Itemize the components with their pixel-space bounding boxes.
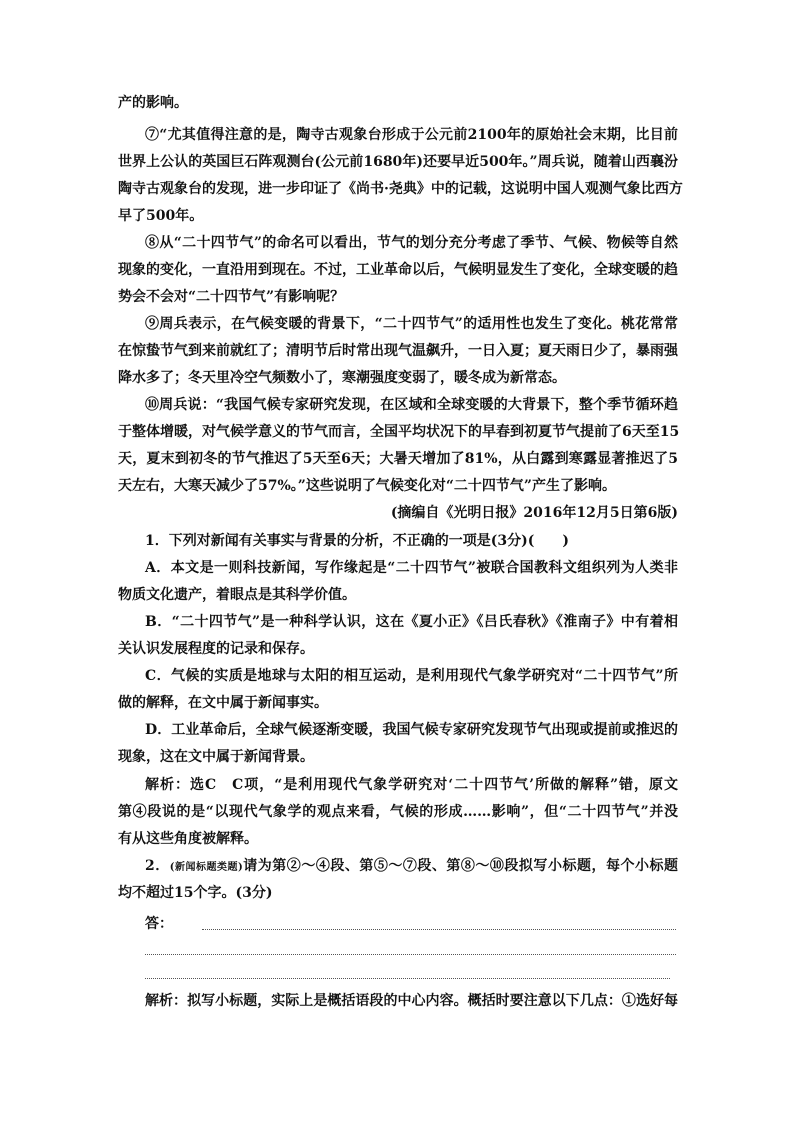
text-line: D．工业革命后，全球气候逐渐变暖，我国气候专家研究发现节气出现或提前或推迟的 xyxy=(145,722,678,738)
analysis-paragraph: 解析：拟写小标题，实际上是概括语段的中心内容。概括时要注意以下几点：①选好每 xyxy=(145,993,678,1009)
text-line: ⑩周兵说：“我国气候专家研究发现，在区域和全球变暖的大背景下，整个季节循环趋 xyxy=(145,397,678,413)
text-line: 产的影响。 xyxy=(118,95,188,111)
text-line: 在惊蛰节气到来前就红了；清明节后时常出现气温飙升，一日入夏；夏天雨日少了，暴雨强 xyxy=(118,343,678,359)
text-line: ⑦“尤其值得注意的是，陶寺古观象台形成于公元前2100年的原始社会末期，比目前 xyxy=(145,127,678,143)
question-2-line-2: 均不超过15个字。(3分) xyxy=(118,885,273,901)
answer-line-3 xyxy=(145,978,670,979)
text-line: 1．下列对新闻有关事实与背景的分析，不正确的一项是(3分)( ) xyxy=(145,533,569,549)
question-2-line-1 xyxy=(145,855,678,877)
text-line: 解析：选C C项，“是利用现代气象学研究对‘二十四节气’所做的解释”错，原文 xyxy=(145,777,678,793)
text-line: ⑧从“二十四节气”的命名可以看出，节气的划分充分考虑了季节、气候、物候等自然 xyxy=(145,235,678,251)
text-line: 现象，这在文中属于新闻背景。 xyxy=(118,749,314,765)
text-line: 物质文化遗产，着眼点是其科学价值。 xyxy=(118,587,356,603)
text-line: 陶寺古观象台的发现，进一步印证了《尚书·尧典》中的记载，这说明中国人观测气象比西方 xyxy=(118,181,683,197)
text-line: 现象的变化，一直沿用到现在。不过，工业革命以后，气候明显发生了变化，全球变暖的趋 xyxy=(118,262,678,278)
source-note: (摘编自《光明日报》2016年12月5日第6版) xyxy=(390,505,678,521)
answer-label: 答： xyxy=(145,916,173,932)
text-line: 早了500年。 xyxy=(118,208,204,224)
text-line: 势会不会对“二十四节气”有影响呢？ xyxy=(118,289,345,305)
text-line: 有从这些角度被解释。 xyxy=(118,831,258,847)
question-2-text: 请为第②～④段、第⑤～⑦段、第⑧～⑩段拟写小标题，每个小标题 xyxy=(242,858,678,874)
text-line: 世界上公认的英国巨石阵观测台(公元前1680年)还要早近500年。”周兵说，随着山西襄汾 xyxy=(118,154,678,170)
text-line: 第④段说的是“以现代气象学的观点来看，气候的形成……影响”，但“二十四节气”并没 xyxy=(118,804,678,820)
question-2-number: 2． xyxy=(145,858,170,874)
text-line: A．本文是一则科技新闻，写作缘起是“二十四节气”被联合国教科文组织列为人类非 xyxy=(145,560,678,576)
text-line: 关认识发展程度的记录和保存。 xyxy=(118,641,314,657)
text-line: B．“二十四节气”是一种科学认识，这在《夏小正》《吕氏春秋》《淮南子》中有着相 xyxy=(145,614,678,630)
text-line: 天，夏末到初冬的节气推迟了5天至6天；大暑天增加了81%，从白露到寒露显著推迟了5 xyxy=(118,451,678,467)
text-line: 于整体增暖，对气候学意义的节气而言，全国平均状况下的早春到初夏节气提前了6天至15 xyxy=(118,424,680,440)
text-line: C．气候的实质是地球与太阳的相互运动，是利用现代气象学研究对“二十四节气”所 xyxy=(145,668,678,684)
answer-line-2 xyxy=(145,954,676,955)
text-line: 天左右，大寒天减少了57%。”这些说明了气候变化对“二十四节气”产生了影响。 xyxy=(118,478,616,494)
text-line: 降水多了；冬天里冷空气频数小了，寒潮强度变弱了，暖冬成为新常态。 xyxy=(118,370,566,386)
question-2-tag: (新闻标题类题) xyxy=(169,862,243,873)
text-line: ⑨周兵表示，在气候变暖的背景下，“二十四节气”的适用性也发生了变化。桃花常常 xyxy=(145,316,678,332)
answer-line-1 xyxy=(202,929,676,930)
text-line: 做的解释，在文中属于新闻事实。 xyxy=(118,695,328,711)
